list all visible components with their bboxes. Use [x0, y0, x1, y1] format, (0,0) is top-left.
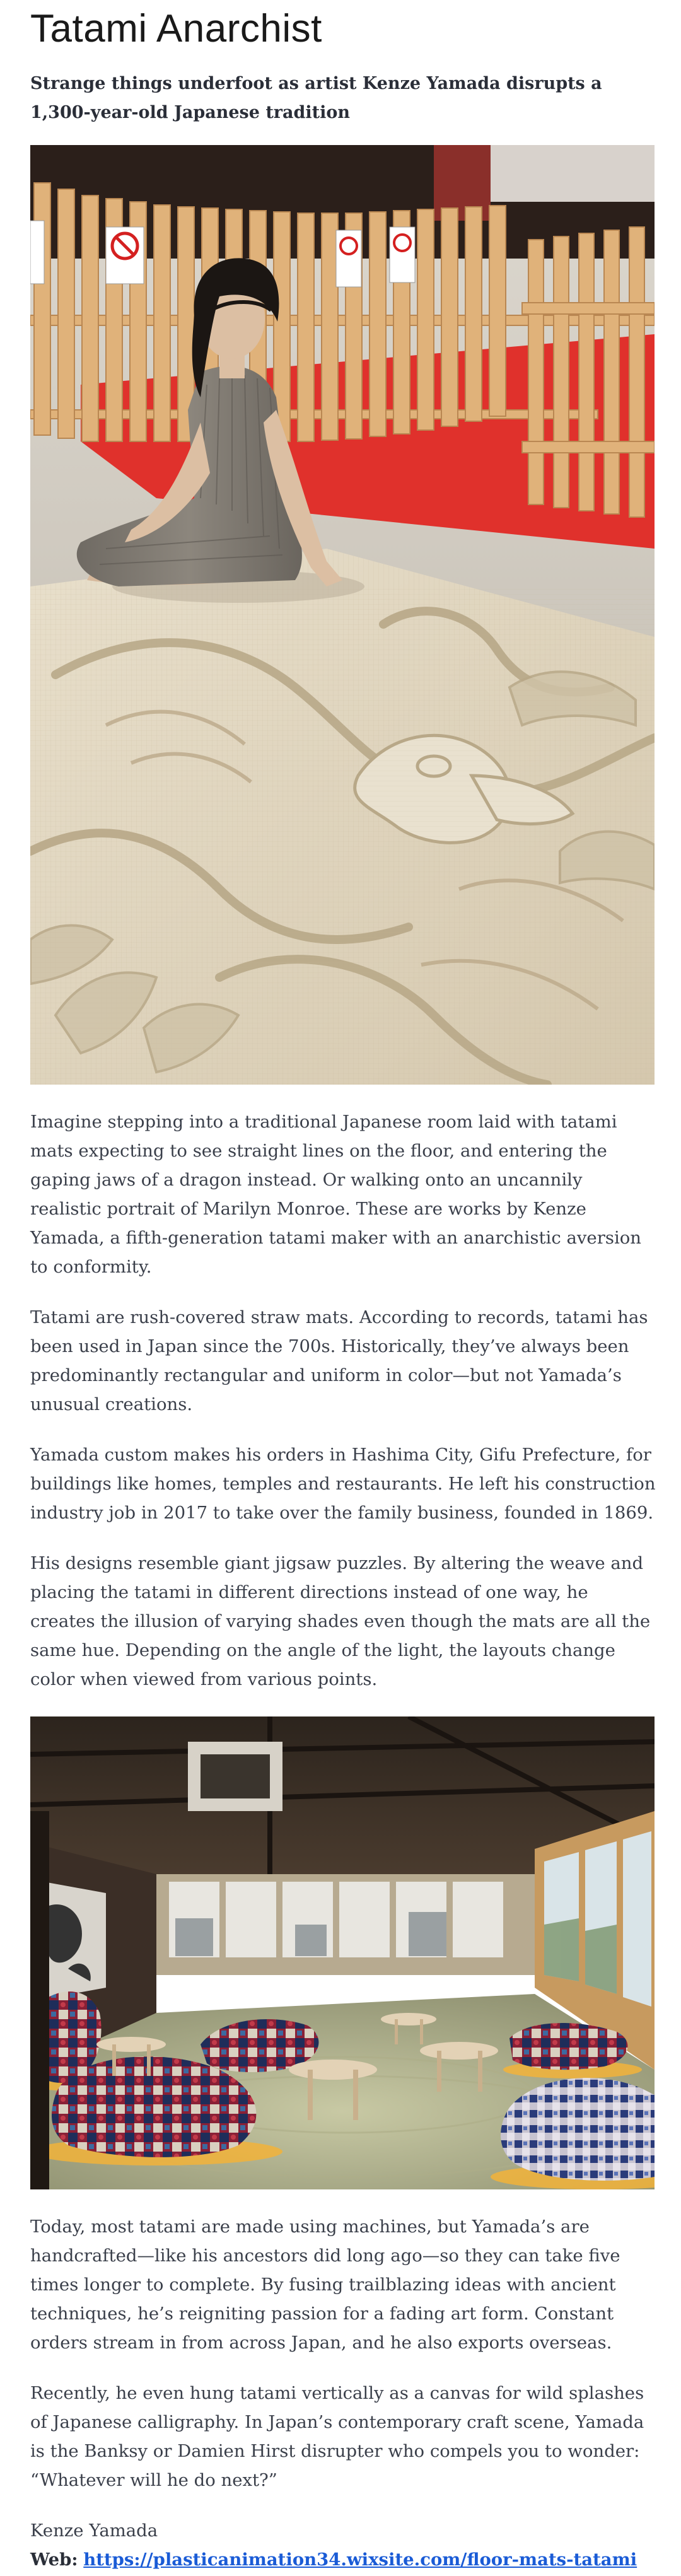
- article-paragraph: Tatami are rush-covered straw mats. According to records, tatami has been used in Japan since the 700s. Historically, they’ve always been predominantly rectangular and uniform in color—but not Yamada’s unusual creations.: [30, 1307, 648, 1414]
- artist-credit: Kenze Yamada: [30, 2521, 158, 2541]
- dragon-tatami-photo: [30, 145, 655, 1085]
- article-paragraph: Today, most tatami are made using machines, but Yamada’s are handcrafted—like his ancestors did long ago—so they can take five times longer to complete. By fusing trailblazing ideas with ancient techniques, he’s reigniting passion for a fading art form. Constant orders stream in from across Japan, and he also exports overseas.: [30, 2217, 620, 2353]
- article: [30, 0, 656, 2574]
- tatami-room-photo: [30, 1716, 655, 2189]
- article-paragraph: His designs resemble giant jigsaw puzzles. By altering the weave and placing the tatami in different directions instead of one way, he creates the illusion of varying shades even though the mats are all the same hue. Depending on the angle of the light, the layouts change color when viewed from various points.: [30, 1553, 651, 1689]
- website-label: Web:: [30, 2550, 78, 2570]
- website-link[interactable]: https://plasticanimation34.wixsite.com/floor-mats-tatami: [83, 2550, 637, 2570]
- article-title: Tatami Anarchist: [30, 7, 322, 50]
- article-subtitle: Strange things underfoot as artist Kenze Yamada disrupts a 1,300-year-old Japanese tradition: [30, 74, 602, 122]
- article-paragraph: Imagine stepping into a traditional Japanese room laid with tatami mats expecting to see straight lines on the floor, and entering the gaping jaws of a dragon instead. Or walking onto an uncannily realistic portrait of Marilyn Monroe. These are works by Kenze Yamada, a fifth-generation tatami maker with an anarchistic aversion to conformity.: [30, 1112, 642, 1277]
- article-paragraph: Recently, he even hung tatami vertically as a canvas for wild splashes of Japanese calligraphy. In Japan’s contemporary craft scene, Yamada is the Banksy or Damien Hirst disrupter who compels you to wonder: “Whatever will he do next?”: [30, 2383, 644, 2490]
- article-paragraph: Yamada custom makes his orders in Hashima City, Gifu Prefecture, for buildings like homes, temples and restaurants. He left his construction industry job in 2017 to take over the family business, founded in 1869.: [30, 1445, 656, 1523]
- website-line: [30, 2545, 656, 2574]
